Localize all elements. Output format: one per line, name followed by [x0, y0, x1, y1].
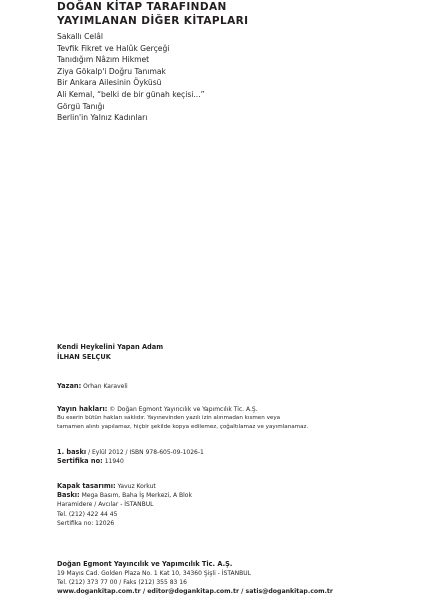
- publisher-phone: Tel. (212) 373 77 00 / Faks (212) 355 83 16: [57, 579, 187, 587]
- book-item: Tanıdığım Nâzım Hikmet: [57, 55, 150, 65]
- book-title-block: [57, 342, 163, 362]
- cover-label: Kapak tasarımı:: [57, 482, 116, 490]
- book-item: Berlin'in Yalnız Kadınları: [57, 113, 148, 123]
- edition-label: 1. baskı: [57, 448, 87, 456]
- rights-value: © Doğan Egmont Yayıncılık ve Yapımcılık Tic. A.Ş.: [109, 406, 258, 413]
- book-subtitle: İLHAN SELÇUK: [57, 353, 111, 361]
- rights-line-2: Bu eserin bütün hakları saklıdır. Yayınevinden yazılı izin alınmadan kısmen veya: [57, 415, 281, 422]
- rights-label: Yayın hakları:: [57, 405, 108, 413]
- publisher-name: Doğan Egmont Yayıncılık ve Yapımcılık Tic. A.Ş.: [57, 560, 233, 568]
- cert-value: 11940: [104, 458, 124, 466]
- other-books-heading: [57, 0, 248, 28]
- author-value: Orhan Karaveli: [83, 383, 128, 390]
- heading-line-2: YAYIMLANAN DİĞER KİTAPLARI: [57, 15, 249, 27]
- book-title: Kendi Heykelini Yapan Adam: [57, 343, 164, 351]
- print-address: Haramidere / Avcılar - İSTANBUL: [57, 501, 154, 509]
- publisher-web-line: www.dogankitap.com.tr / editor@dogankitap.com.tr / satis@dogankitap.com.tr: [57, 588, 333, 596]
- cert-label: Sertifika no:: [57, 457, 103, 466]
- rights-block: [57, 405, 308, 433]
- author-block: [57, 382, 128, 391]
- book-item: Sakallı Celâl: [57, 32, 103, 41]
- book-item: Ziya Gökalp'i Doğru Tanımak: [57, 66, 166, 76]
- rights-line-3: tamamen alıntı yapılamaz, hiçbir şekilde kopya edilemez, çoğaltılamaz ve yayımlanamaz.: [57, 424, 309, 431]
- edition-value: / Eylül 2012 / ISBN 978-605-09-1026-1: [88, 449, 204, 456]
- print-label: Baskı:: [57, 491, 80, 500]
- cover-value: Yavuz Korkut: [117, 483, 156, 490]
- book-item: Ali Kemal, “belki de bir günah keçisi...”: [57, 89, 205, 99]
- publisher-block: [57, 559, 333, 597]
- production-block: [57, 482, 192, 528]
- heading-line-1: DOĞAN KİTAP TARAFINDAN: [57, 1, 227, 13]
- print-value: Mega Basım, Baha İş Merkezi, A Blok: [81, 492, 192, 500]
- other-books-list: [57, 31, 205, 124]
- book-item: Görgü Tanığı: [57, 101, 105, 111]
- book-item: Bir Ankara Ailesinin Öyküsü: [57, 78, 162, 88]
- edition-block: [57, 448, 204, 466]
- book-item: Tevfik Fikret ve Halûk Gerçeği: [57, 43, 170, 53]
- publisher-address: 19 Mayıs Cad. Golden Plaza No. 1 Kat 10, 34360 Şişli - İSTANBUL: [57, 570, 251, 577]
- print-phone: Tel. (212) 422 44 45: [57, 510, 118, 518]
- author-label: Yazan:: [57, 382, 82, 390]
- print-cert: Sertifika no: 12026: [57, 519, 115, 527]
